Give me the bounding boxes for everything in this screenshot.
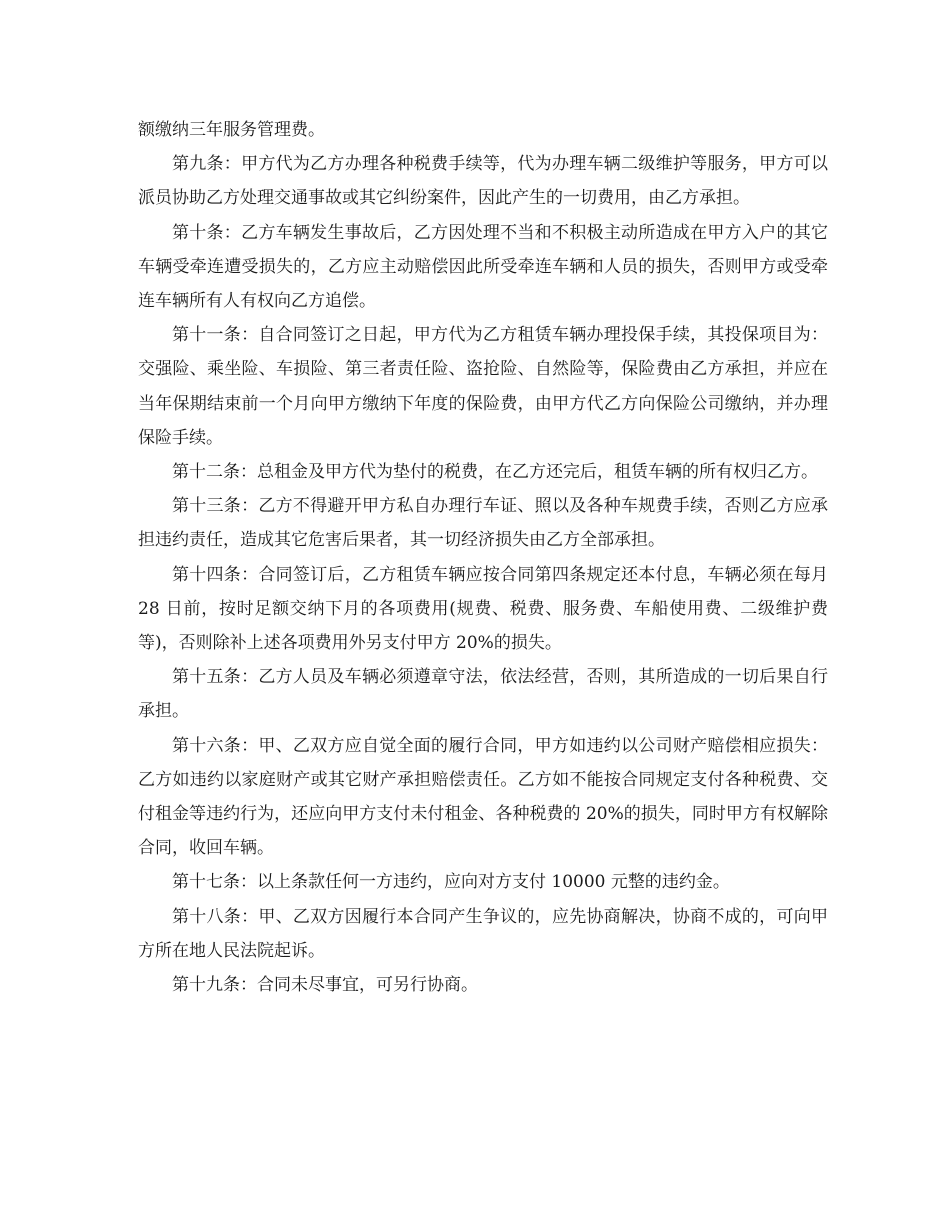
- clause-12: 第十二条：总租金及甲方代为垫付的税费，在乙方还完后，租赁车辆的所有权归乙方。: [172, 462, 818, 483]
- paragraph-continuation: 额缴纳三年服务管理费。: [138, 120, 325, 140]
- clause-19: 第十九条：合同未尽事宜，可另行协商。: [172, 975, 478, 996]
- clause-18: 第十八条：甲、乙双方因履行本合同产生争议的，应先协商解决，协商不成的，可向甲方所在地人民法院起诉。: [138, 906, 828, 961]
- clause-13: 第十三条：乙方不得避开甲方私自办理行车证、照以及各种车规费手续，否则乙方应承担违约责任，造成其它危害后果者，其一切经济损失由乙方全部承担。: [138, 496, 828, 551]
- clause-10: 第十条：乙方车辆发生事故后，乙方因处理不当和不积极主动所造成在甲方入户的其它车辆受牵连遭受损失的，乙方应主动赔偿因此所受牵连车辆和人员的损失，否则甲方或受牵连车辆所有人有权向乙方追偿。: [138, 222, 828, 312]
- clause-9: 第九条：甲方代为乙方办理各种税费手续等，代为办理车辆二级维护等服务，甲方可以派员协助乙方处理交通事故或其它纠纷案件，因此产生的一切费用，由乙方承担。: [138, 154, 828, 209]
- clause-11: 第十一条：自合同签订之日起，甲方代为乙方租赁车辆办理投保手续，其投保项目为：交强险、乘坐险、车损险、第三者责任险、盗抢险、自然险等，保险费由乙方承担，并应在当年保期结束前一个月向甲方缴纳下年度的保险费，由甲方代乙方向保险公司缴纳，并办理保险手续。: [138, 325, 828, 448]
- clause-17: 第十七条：以上条款任何一方违约，应向对方支付 10000 元整的违约金。: [172, 872, 730, 893]
- clause-16: 第十六条：甲、乙双方应自觉全面的履行合同，甲方如违约以公司财产赔偿相应损失：乙方如违约以家庭财产或其它财产承担赔偿责任。乙方如不能按合同规定支付各种税费、交付租金等违约行为，还应向甲方支付未付租金、各种税费的 20%的损失，同时甲方有权解除合同，收回车辆。: [138, 735, 828, 859]
- contract-body: [138, 113, 828, 1002]
- clause-14: 第十四条：合同签订后，乙方租赁车辆应按合同第四条规定还本付息，车辆必须在每月 28 日前，按时足额交纳下月的各项费用(规费、税费、服务费、车船使用费、二级维护费等)，否则除补上述各项费用外另支付甲方 20%的损失。: [138, 564, 828, 654]
- clause-15: 第十五条：乙方人员及车辆必须遵章守法，依法经营，否则，其所造成的一切后果自行承担。: [138, 667, 828, 722]
